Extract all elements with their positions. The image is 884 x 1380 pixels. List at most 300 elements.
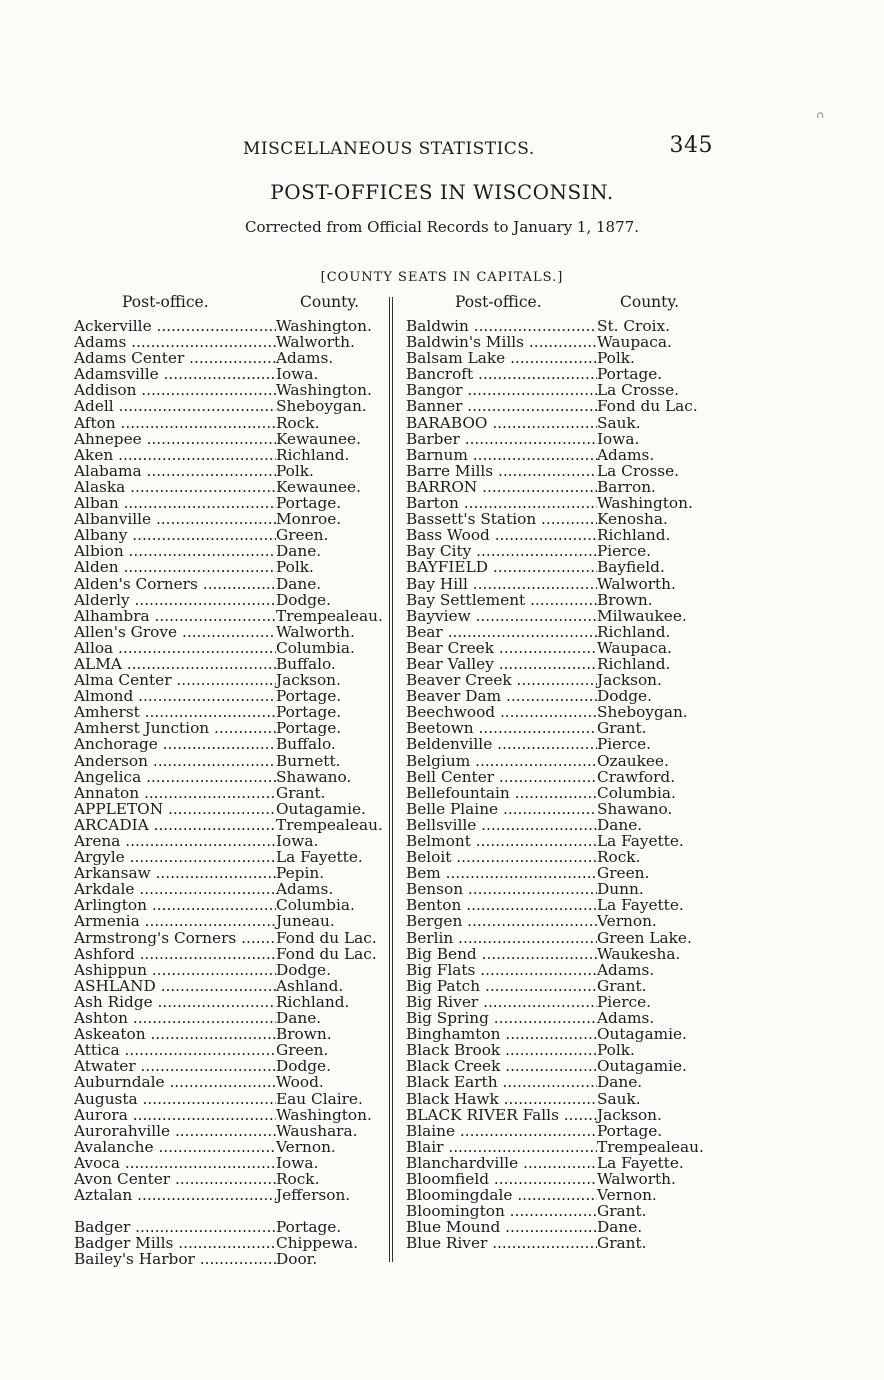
- post-office-name: Bellefountain .....: [406, 785, 597, 801]
- post-office-name: Adell .....: [74, 398, 276, 414]
- county-name: Iowa.: [276, 365, 319, 384]
- list-item: [74, 913, 383, 929]
- post-office-name: Beloit .....: [406, 849, 597, 865]
- list-item: [406, 608, 704, 624]
- county-name: Burnett.: [276, 751, 341, 770]
- county-name: La Crosse.: [597, 461, 679, 480]
- county-name: Outagamie.: [276, 799, 366, 818]
- post-office-name: Arena .....: [74, 833, 276, 849]
- post-office-name: ASHLAND .....: [74, 978, 276, 994]
- list-item: [406, 978, 704, 994]
- county-name: La Fayette.: [276, 848, 363, 867]
- post-office-name: Bloomingdale .....: [406, 1187, 597, 1203]
- county-name: Pierce.: [597, 542, 652, 561]
- post-office-name: Baldwin .....: [406, 318, 597, 334]
- list-item: [74, 946, 383, 962]
- county-name: Fond du Lac.: [276, 928, 377, 947]
- county-name: Dodge.: [597, 687, 652, 706]
- county-name: Rock.: [597, 848, 641, 867]
- county-name: Barron.: [597, 477, 656, 496]
- county-name: Walworth.: [276, 333, 355, 352]
- post-office-name: Benton .....: [406, 897, 597, 913]
- county-name: Washington.: [597, 494, 693, 513]
- list-item: [406, 592, 704, 608]
- county-name: Sauk.: [597, 413, 641, 432]
- post-office-name: Aurora .....: [74, 1107, 276, 1123]
- list-item: [406, 576, 704, 592]
- county-name: Pepin.: [276, 864, 325, 883]
- post-office-name: Adams Center .....: [74, 350, 276, 366]
- post-office-name: Arlington .....: [74, 897, 276, 913]
- county-name: St. Croix.: [597, 317, 670, 335]
- post-office-name: Attica .....: [74, 1042, 276, 1058]
- list-item: [406, 1123, 704, 1139]
- county-name: Walworth.: [276, 622, 355, 641]
- list-item: [406, 495, 704, 511]
- post-office-name: Anderson .....: [74, 753, 276, 769]
- list-item: [406, 736, 704, 752]
- county-name: Rock.: [276, 413, 320, 432]
- county-name: Adams.: [276, 880, 334, 899]
- county-name: Washington.: [276, 1105, 372, 1124]
- county-name: Trempealeau.: [597, 1137, 704, 1156]
- county-name: Adams.: [597, 960, 655, 979]
- county-name: Portage.: [276, 494, 342, 513]
- county-name: Dodge.: [276, 960, 331, 979]
- county-name: Brown.: [276, 1025, 332, 1044]
- list-item: [406, 1026, 704, 1042]
- post-office-name: Armstrong's Corners .....: [74, 930, 276, 946]
- county-name: Wood.: [276, 1073, 324, 1092]
- post-office-name: Beechwood .....: [406, 704, 597, 720]
- list-item: [74, 447, 383, 463]
- list-item: [406, 897, 704, 913]
- post-office-name: Albion .....: [74, 543, 276, 559]
- left-column: [74, 318, 383, 1268]
- list-item: [74, 527, 383, 543]
- post-office-name: Alhambra .....: [74, 608, 276, 624]
- post-office-name: Balsam Lake .....: [406, 350, 597, 366]
- list-item: [74, 431, 383, 447]
- county-name: Juneau.: [276, 912, 335, 931]
- county-name: Brown.: [597, 590, 653, 609]
- county-name: Shawano.: [597, 799, 673, 818]
- list-item: [74, 672, 383, 688]
- county-name: Green Lake.: [597, 928, 692, 947]
- county-name: Crawford.: [597, 767, 676, 786]
- list-item: [406, 1091, 704, 1107]
- post-office-name: Anchorage .....: [74, 736, 276, 752]
- county-name: Trempealeau.: [276, 815, 383, 834]
- list-item: [74, 559, 383, 575]
- county-name: Green.: [597, 864, 650, 883]
- post-office-name: Alden's Corners .....: [74, 576, 276, 592]
- post-office-name: Big Bend .....: [406, 946, 597, 962]
- post-office-name: BAYFIELD .....: [406, 559, 597, 575]
- post-office-name: Armenia .....: [74, 913, 276, 929]
- post-office-name: Aztalan .....: [74, 1187, 276, 1203]
- county-name: Eau Claire.: [276, 1089, 363, 1108]
- county-name: Door.: [276, 1250, 318, 1269]
- spacer: [74, 1203, 383, 1219]
- county-name: Portage.: [597, 365, 663, 384]
- list-item: [406, 833, 704, 849]
- county-name: Fond du Lac.: [597, 397, 698, 416]
- post-office-name: Bay Settlement .....: [406, 592, 597, 608]
- list-item: [406, 382, 704, 398]
- page-subtitle: Corrected from Official Records to January 1, 1877.: [245, 218, 639, 236]
- post-office-name: Avoca .....: [74, 1155, 276, 1171]
- list-item: [406, 1074, 704, 1090]
- list-item: [406, 1058, 704, 1074]
- post-office-name: Beldenville .....: [406, 736, 597, 752]
- post-office-name: Bear .....: [406, 624, 597, 640]
- post-office-name: Adamsville .....: [74, 366, 276, 382]
- county-name: Portage.: [597, 1121, 663, 1140]
- post-office-name: Ashton .....: [74, 1010, 276, 1026]
- post-office-name: Bay City .....: [406, 543, 597, 559]
- county-name: Sheboygan.: [597, 703, 688, 722]
- post-office-name: Allen's Grove .....: [74, 624, 276, 640]
- county-name: Buffalo.: [276, 735, 336, 754]
- post-office-name: Atwater .....: [74, 1058, 276, 1074]
- county-name: Dane.: [276, 574, 322, 593]
- county-name: Vernon.: [597, 1186, 657, 1205]
- list-item: [74, 769, 383, 785]
- list-item: [406, 1203, 704, 1219]
- county-name: Dodge.: [276, 590, 331, 609]
- post-office-name: Bay Hill .....: [406, 576, 597, 592]
- post-office-name: APPLETON .....: [74, 801, 276, 817]
- right-county-header: County.: [620, 293, 680, 311]
- list-item: [406, 1187, 704, 1203]
- list-item: [406, 753, 704, 769]
- post-office-name: Bailey's Harbor .....: [74, 1251, 276, 1267]
- post-office-name: Angelica .....: [74, 769, 276, 785]
- post-office-name: Blue River .....: [406, 1235, 597, 1251]
- county-name: Shawano.: [276, 767, 352, 786]
- post-office-name: Baldwin's Mills .....: [406, 334, 597, 350]
- post-office-name: Big Flats .....: [406, 962, 597, 978]
- post-office-name: Blaine .....: [406, 1123, 597, 1139]
- list-item: [406, 1235, 704, 1251]
- post-office-name: Alderly .....: [74, 592, 276, 608]
- page-number: 345: [669, 133, 713, 158]
- county-name: Green.: [276, 1041, 329, 1060]
- county-name: Jackson.: [597, 671, 662, 690]
- county-name: Jackson.: [276, 671, 341, 690]
- post-office-name: Badger Mills .....: [74, 1235, 276, 1251]
- post-office-name: Adams .....: [74, 334, 276, 350]
- county-name: Dane.: [597, 1073, 643, 1092]
- list-item: [74, 930, 383, 946]
- list-item: [406, 801, 704, 817]
- list-item: [74, 736, 383, 752]
- post-office-name: Bear Creek .....: [406, 640, 597, 656]
- county-name: Buffalo.: [276, 654, 336, 673]
- post-office-name: Black Earth .....: [406, 1074, 597, 1090]
- list-item: [406, 479, 704, 495]
- county-name: Walworth.: [597, 1169, 676, 1188]
- county-name: Portage.: [276, 687, 342, 706]
- list-item: [406, 881, 704, 897]
- post-office-name: Bell Center .....: [406, 769, 597, 785]
- county-name: Portage.: [276, 1218, 342, 1237]
- county-name: Dunn.: [597, 880, 644, 899]
- post-office-name: Binghamton .....: [406, 1026, 597, 1042]
- list-item: [406, 640, 704, 656]
- list-item: [74, 1123, 383, 1139]
- list-item: [406, 350, 704, 366]
- county-name: Rock.: [276, 1169, 320, 1188]
- post-office-name: Banner .....: [406, 398, 597, 414]
- county-name: Fond du Lac.: [276, 944, 377, 963]
- post-office-name: Annaton .....: [74, 785, 276, 801]
- list-item: [406, 624, 704, 640]
- list-item: [74, 334, 383, 350]
- list-item: [406, 817, 704, 833]
- county-name: Richland.: [597, 622, 671, 641]
- list-item: [74, 479, 383, 495]
- list-item: [74, 1026, 383, 1042]
- post-office-name: Bloomfield .....: [406, 1171, 597, 1187]
- post-office-name: Bancroft .....: [406, 366, 597, 382]
- county-name: Ozaukee.: [597, 751, 669, 770]
- county-name: La Fayette.: [597, 896, 684, 915]
- post-office-name: Argyle .....: [74, 849, 276, 865]
- post-office-name: Bangor .....: [406, 382, 597, 398]
- list-item: [74, 511, 383, 527]
- list-item: [74, 720, 383, 736]
- county-name: Portage.: [276, 719, 342, 738]
- post-office-name: Black Hawk .....: [406, 1091, 597, 1107]
- county-name: Adams.: [597, 445, 655, 464]
- county-name: Iowa.: [597, 429, 640, 448]
- post-office-name: Big Spring .....: [406, 1010, 597, 1026]
- list-item: [406, 656, 704, 672]
- county-name: Richland.: [276, 445, 350, 464]
- county-name: Adams.: [597, 1009, 655, 1028]
- list-item: [406, 318, 704, 334]
- county-name: Dane.: [276, 1009, 322, 1028]
- list-item: [74, 785, 383, 801]
- list-item: [406, 913, 704, 929]
- county-name: Walworth.: [597, 574, 676, 593]
- post-office-name: Black Brook .....: [406, 1042, 597, 1058]
- county-name: Milwaukee.: [597, 606, 687, 625]
- list-item: [406, 849, 704, 865]
- post-office-name: Bloomington .....: [406, 1203, 597, 1219]
- post-office-name: Barre Mills .....: [406, 463, 597, 479]
- list-item: [406, 366, 704, 382]
- list-item: [74, 1010, 383, 1026]
- county-name: Waupaca.: [597, 638, 672, 657]
- running-head: MISCELLANEOUS STATISTICS.: [243, 139, 535, 159]
- county-name: Pierce.: [597, 735, 652, 754]
- county-name: Columbia.: [276, 896, 355, 915]
- county-name: Sheboygan.: [276, 397, 367, 416]
- post-office-name: Bellsville .....: [406, 817, 597, 833]
- county-name: Outagamie.: [597, 1057, 687, 1076]
- list-item: [406, 1219, 704, 1235]
- post-office-name: ALMA .....: [74, 656, 276, 672]
- county-name: Chippewa.: [276, 1234, 359, 1253]
- list-item: [406, 1107, 704, 1123]
- list-item: [74, 1091, 383, 1107]
- county-name: Portage.: [276, 703, 342, 722]
- county-name: Grant.: [597, 976, 647, 995]
- post-office-name: BLACK RIVER Falls .....: [406, 1107, 597, 1123]
- list-item: [74, 1219, 383, 1235]
- county-name: Polk.: [276, 558, 314, 577]
- county-name: Green.: [276, 526, 329, 545]
- county-name: Jackson.: [597, 1105, 662, 1124]
- list-item: [74, 1107, 383, 1123]
- list-item: [74, 350, 383, 366]
- post-office-name: Badger .....: [74, 1219, 276, 1235]
- list-item: [406, 543, 704, 559]
- post-office-name: Belle Plaine .....: [406, 801, 597, 817]
- county-name: Washington.: [276, 381, 372, 400]
- county-name: Polk.: [597, 1041, 635, 1060]
- county-name: Grant.: [597, 1202, 647, 1221]
- post-office-name: Amherst Junction .....: [74, 720, 276, 736]
- post-office-name: Ashippun .....: [74, 962, 276, 978]
- county-name: Waupaca.: [597, 333, 672, 352]
- county-name: Dane.: [276, 542, 322, 561]
- list-item: [74, 833, 383, 849]
- list-item: [74, 897, 383, 913]
- county-name: Columbia.: [276, 638, 355, 657]
- list-item: [74, 994, 383, 1010]
- county-name: Iowa.: [276, 1153, 319, 1172]
- county-name: Jefferson.: [276, 1186, 351, 1205]
- county-name: Adams.: [276, 349, 334, 368]
- list-item: [406, 527, 704, 543]
- list-item: [74, 495, 383, 511]
- list-item: [406, 511, 704, 527]
- county-name: Ashland.: [276, 976, 344, 995]
- post-office-name: Almond .....: [74, 688, 276, 704]
- post-office-name: Albany .....: [74, 527, 276, 543]
- list-item: [74, 1187, 383, 1203]
- list-item: [74, 849, 383, 865]
- post-office-name: Bass Wood .....: [406, 527, 597, 543]
- post-office-name: Avon Center .....: [74, 1171, 276, 1187]
- list-item: [74, 1155, 383, 1171]
- post-office-name: Barber .....: [406, 431, 597, 447]
- county-name: Kewaunee.: [276, 477, 361, 496]
- list-item: [74, 1058, 383, 1074]
- list-item: [74, 865, 383, 881]
- post-office-name: Avalanche .....: [74, 1139, 276, 1155]
- county-name: Richland.: [597, 526, 671, 545]
- county-name: Waushara.: [276, 1121, 358, 1140]
- post-office-name: Arkansaw .....: [74, 865, 276, 881]
- post-office-name: Belgium .....: [406, 753, 597, 769]
- list-item: [74, 463, 383, 479]
- list-item: [406, 431, 704, 447]
- list-item: [74, 398, 383, 414]
- county-name: Iowa.: [276, 832, 319, 850]
- post-office-name: Askeaton .....: [74, 1026, 276, 1042]
- list-item: [406, 720, 704, 736]
- list-item: [74, 962, 383, 978]
- post-office-name: Bergen .....: [406, 913, 597, 929]
- page-title: POST-OFFICES IN WISCONSIN.: [270, 180, 614, 204]
- post-office-name: Bem .....: [406, 865, 597, 881]
- county-name: Outagamie.: [597, 1025, 687, 1044]
- post-office-name: Beaver Creek .....: [406, 672, 597, 688]
- post-office-name: Alaska .....: [74, 479, 276, 495]
- list-item: [74, 1042, 383, 1058]
- county-name: Pierce.: [597, 992, 652, 1011]
- county-name: Sauk.: [597, 1089, 641, 1108]
- list-item: [74, 318, 383, 334]
- list-item: [74, 688, 383, 704]
- post-office-name: Aken .....: [74, 447, 276, 463]
- list-item: [406, 946, 704, 962]
- list-item: [406, 688, 704, 704]
- county-name: La Fayette.: [597, 832, 684, 850]
- county-name: Trempealeau.: [276, 606, 383, 625]
- list-item: [406, 1171, 704, 1187]
- post-office-name: Blue Mound .....: [406, 1219, 597, 1235]
- list-item: [74, 640, 383, 656]
- list-item: [74, 608, 383, 624]
- county-name: La Crosse.: [597, 381, 679, 400]
- list-item: [74, 1139, 383, 1155]
- list-item: [74, 382, 383, 398]
- post-office-name: ARCADIA .....: [74, 817, 276, 833]
- list-item: [74, 753, 383, 769]
- list-item: [74, 415, 383, 431]
- list-item: [74, 817, 383, 833]
- list-item: [406, 962, 704, 978]
- post-office-name: Beetown .....: [406, 720, 597, 736]
- county-name: Polk.: [276, 461, 314, 480]
- post-office-name: Bayview .....: [406, 608, 597, 624]
- list-item: [406, 398, 704, 414]
- post-office-name: Ashford .....: [74, 946, 276, 962]
- county-name: La Fayette.: [597, 1153, 684, 1172]
- post-office-name: Auburndale .....: [74, 1074, 276, 1090]
- list-item: [74, 1074, 383, 1090]
- list-item: [406, 447, 704, 463]
- list-item: [406, 1042, 704, 1058]
- county-name: Waukesha.: [597, 944, 681, 963]
- county-name: Kenosha.: [597, 510, 668, 529]
- post-office-name: Big Patch .....: [406, 978, 597, 994]
- post-office-name: Black Creek .....: [406, 1058, 597, 1074]
- left-post-office-header: Post-office.: [122, 293, 209, 311]
- county-name: Richland.: [597, 654, 671, 673]
- list-item: [406, 930, 704, 946]
- post-office-name: Alabama .....: [74, 463, 276, 479]
- post-office-name: Augusta .....: [74, 1091, 276, 1107]
- post-office-name: Blanchardville .....: [406, 1155, 597, 1171]
- county-name: Columbia.: [597, 783, 676, 802]
- post-office-name: Alma Center .....: [74, 672, 276, 688]
- county-name: Dane.: [597, 815, 643, 834]
- right-column: [406, 318, 704, 1251]
- county-name: Kewaunee.: [276, 429, 361, 448]
- list-item: [74, 624, 383, 640]
- county-name: Bayfield.: [597, 558, 665, 577]
- post-office-name: Ash Ridge .....: [74, 994, 276, 1010]
- list-item: [406, 672, 704, 688]
- list-item: [406, 559, 704, 575]
